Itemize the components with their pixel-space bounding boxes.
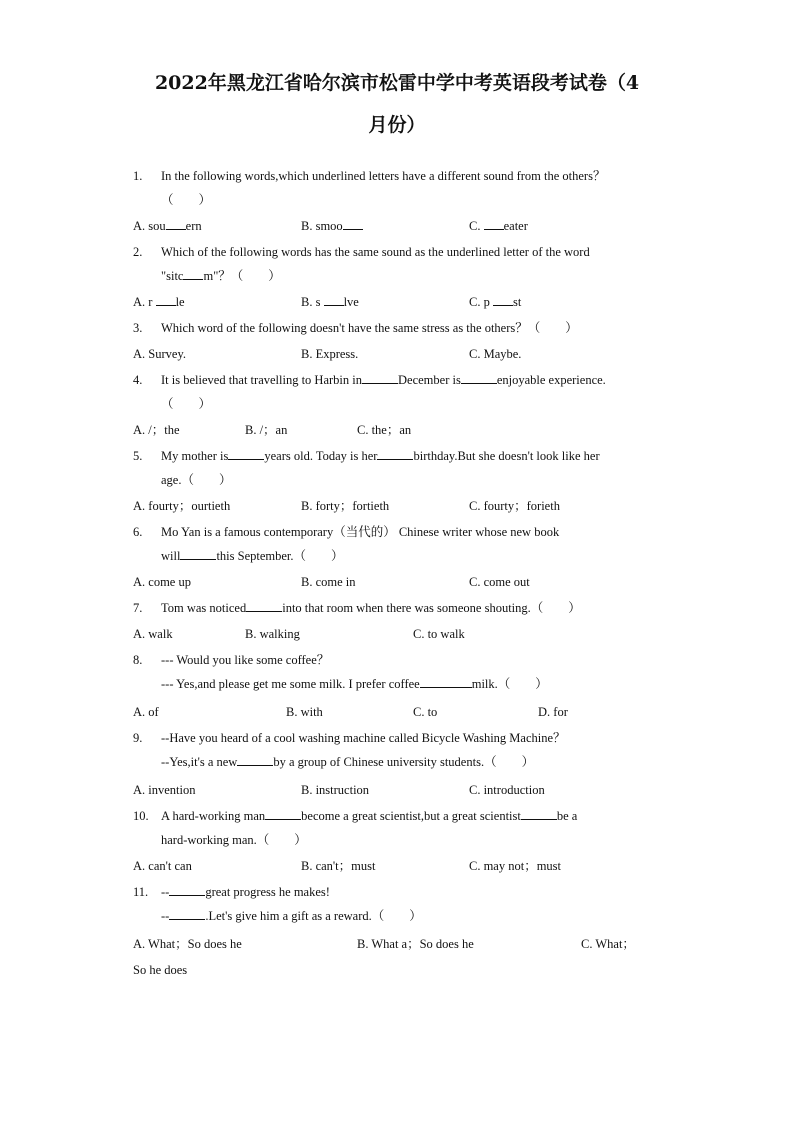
underline-blank <box>461 371 497 384</box>
option-c[interactable]: C. to walk <box>413 627 465 641</box>
option-b[interactable]: B. come in <box>301 575 356 589</box>
underline-blank <box>377 447 413 460</box>
question-number: 8. <box>133 653 143 667</box>
question-text: My mother is years old. Today is her birthday.But she doesn't look like her <box>161 449 600 463</box>
option-c[interactable]: C. introduction <box>469 783 545 797</box>
question-4-line-2 <box>133 392 663 416</box>
question-number: 6. <box>133 525 143 539</box>
underline-blank <box>324 293 344 306</box>
option-d[interactable]: D. for <box>538 705 568 719</box>
question-4-options <box>133 416 663 444</box>
option-c[interactable]: C. may not；must <box>469 859 562 873</box>
question-text: In the following words,which underlined letters have a different sound from the others？ <box>161 169 606 183</box>
option-a[interactable]: A. can't can <box>133 859 192 873</box>
question-text: Which of the following words has the same sound as the underlined letter of the word <box>161 245 590 259</box>
option-a[interactable]: A. Survey. <box>133 347 187 361</box>
underline-blank <box>484 217 504 230</box>
underline-blank <box>156 293 176 306</box>
option-c[interactable]: C. come out <box>469 575 530 589</box>
question-5-line-2 <box>133 468 663 492</box>
question-10 <box>133 804 663 828</box>
question-5-options <box>133 492 663 520</box>
title-line-1: 2022年黑龙江省哈尔滨市松雷中学中考英语段考试卷（4 <box>154 72 640 94</box>
question-11-options <box>133 930 663 958</box>
question-7-options <box>133 620 663 648</box>
question-5 <box>133 444 663 468</box>
question-text: Mo Yan is a famous contemporary（当代的） Chinese writer whose new book <box>161 525 560 539</box>
question-number: 10. <box>133 809 149 823</box>
question-10-line-2 <box>133 828 663 852</box>
question-2-options <box>133 288 663 316</box>
option-c[interactable]: C. p st <box>469 295 522 309</box>
underline-blank <box>237 753 273 766</box>
question-8-line-2: --- Yes,and please get me some milk. I prefer coffee milk.（ ） <box>161 677 548 691</box>
question-9 <box>133 726 663 750</box>
title-line-2: 月份） <box>368 114 426 136</box>
option-c[interactable]: C. the；an <box>357 423 412 437</box>
option-a[interactable]: A. sou ern <box>133 219 202 233</box>
question-2-line-2: "sitc m"？（ ） <box>161 269 281 283</box>
option-a[interactable]: A. come up <box>133 575 191 589</box>
option-c[interactable]: C. to <box>413 705 438 719</box>
question-list <box>133 164 663 982</box>
option-c[interactable]: C. fourty；forieth <box>469 499 560 513</box>
question-9-line-2: --Yes,it's a new by a group of Chinese university students.（ ） <box>161 755 535 769</box>
question-3 <box>133 316 663 340</box>
answer-bracket: （ ） <box>161 397 212 411</box>
underline-blank <box>169 883 205 896</box>
underline-blank <box>180 547 216 560</box>
question-2 <box>133 240 663 264</box>
option-b[interactable]: B. /；an <box>245 423 288 437</box>
underline-blank <box>362 371 398 384</box>
question-number: 7. <box>133 601 143 615</box>
underline-blank <box>246 599 282 612</box>
question-text: A hard-working man become a great scientist,but a great scientist be a <box>161 809 578 823</box>
option-b[interactable]: B. s lve <box>301 295 359 309</box>
underline-blank <box>420 675 472 688</box>
question-1 <box>133 164 663 188</box>
option-b[interactable]: B. Express. <box>301 347 359 361</box>
option-c[interactable]: C. eater <box>469 219 528 233</box>
question-text: --- Would you like some coffee？ <box>161 653 330 667</box>
underline-blank <box>343 217 363 230</box>
option-b[interactable]: B. instruction <box>301 783 370 797</box>
underline-blank <box>265 807 301 820</box>
question-10-options <box>133 852 663 880</box>
option-a[interactable]: A. of <box>133 705 159 719</box>
question-number: 5. <box>133 449 143 463</box>
option-b[interactable]: B. forty；fortieth <box>301 499 390 513</box>
underline-blank <box>493 293 513 306</box>
question-text: Tom was noticed into that room when there was someone shouting.（ ） <box>161 601 581 615</box>
question-text: -- great progress he makes! <box>161 885 330 899</box>
option-b[interactable]: B. What a；So does he <box>357 937 474 951</box>
question-3-options <box>133 340 663 368</box>
question-9-options <box>133 776 663 804</box>
question-text: age.（ ） <box>161 473 232 487</box>
question-number: 9. <box>133 731 143 745</box>
underline-blank <box>183 267 203 280</box>
question-text: --Have you heard of a cool washing machine called Bicycle Washing Machine？ <box>161 731 566 745</box>
option-b[interactable]: B. smoo <box>301 212 363 240</box>
question-6 <box>133 520 663 544</box>
option-a[interactable]: A. What；So does he <box>133 937 242 951</box>
option-a[interactable]: A. invention <box>133 783 196 797</box>
question-4 <box>133 368 663 392</box>
question-8-options <box>133 698 663 726</box>
question-11-option-wrap <box>133 958 663 982</box>
question-text: hard-working man.（ ） <box>161 833 307 847</box>
option-c[interactable]: C. Maybe. <box>469 347 522 361</box>
option-a[interactable]: A. r le <box>133 295 185 309</box>
question-1-line-2 <box>133 188 663 212</box>
question-number: 11. <box>133 885 149 899</box>
option-b[interactable]: B. walking <box>245 627 300 641</box>
page-title <box>120 62 674 146</box>
option-c-continued: So he does <box>133 963 188 977</box>
answer-bracket: （ ） <box>161 193 212 207</box>
option-a[interactable]: A. /；the <box>133 423 180 437</box>
underline-blank <box>228 447 264 460</box>
underline-blank <box>521 807 557 820</box>
question-text: Which word of the following doesn't have the same stress as the others？（ ） <box>161 321 578 335</box>
question-11 <box>133 880 663 904</box>
underline-blank <box>166 217 186 230</box>
question-number: 4. <box>133 373 143 387</box>
underline-blank <box>169 907 205 920</box>
question-6-options <box>133 568 663 596</box>
question-1-options <box>133 212 663 240</box>
option-c[interactable]: C. What； <box>581 937 635 951</box>
question-11-line-2: -- .Let's give him a gift as a reward.（ ） <box>161 909 422 923</box>
question-7 <box>133 596 663 620</box>
option-a[interactable]: A. fourty；ourtieth <box>133 499 231 513</box>
option-b[interactable]: B. can't；must <box>301 859 376 873</box>
question-number: 3. <box>133 321 143 335</box>
option-a[interactable]: A. walk <box>133 627 173 641</box>
question-number: 1. <box>133 169 143 183</box>
question-8 <box>133 648 663 672</box>
question-number: 2. <box>133 245 143 259</box>
question-6-line-2: will this September.（ ） <box>161 549 344 563</box>
option-b[interactable]: B. with <box>286 705 323 719</box>
question-text: It is believed that travelling to Harbin in December is enjoyable experience. <box>161 373 606 387</box>
